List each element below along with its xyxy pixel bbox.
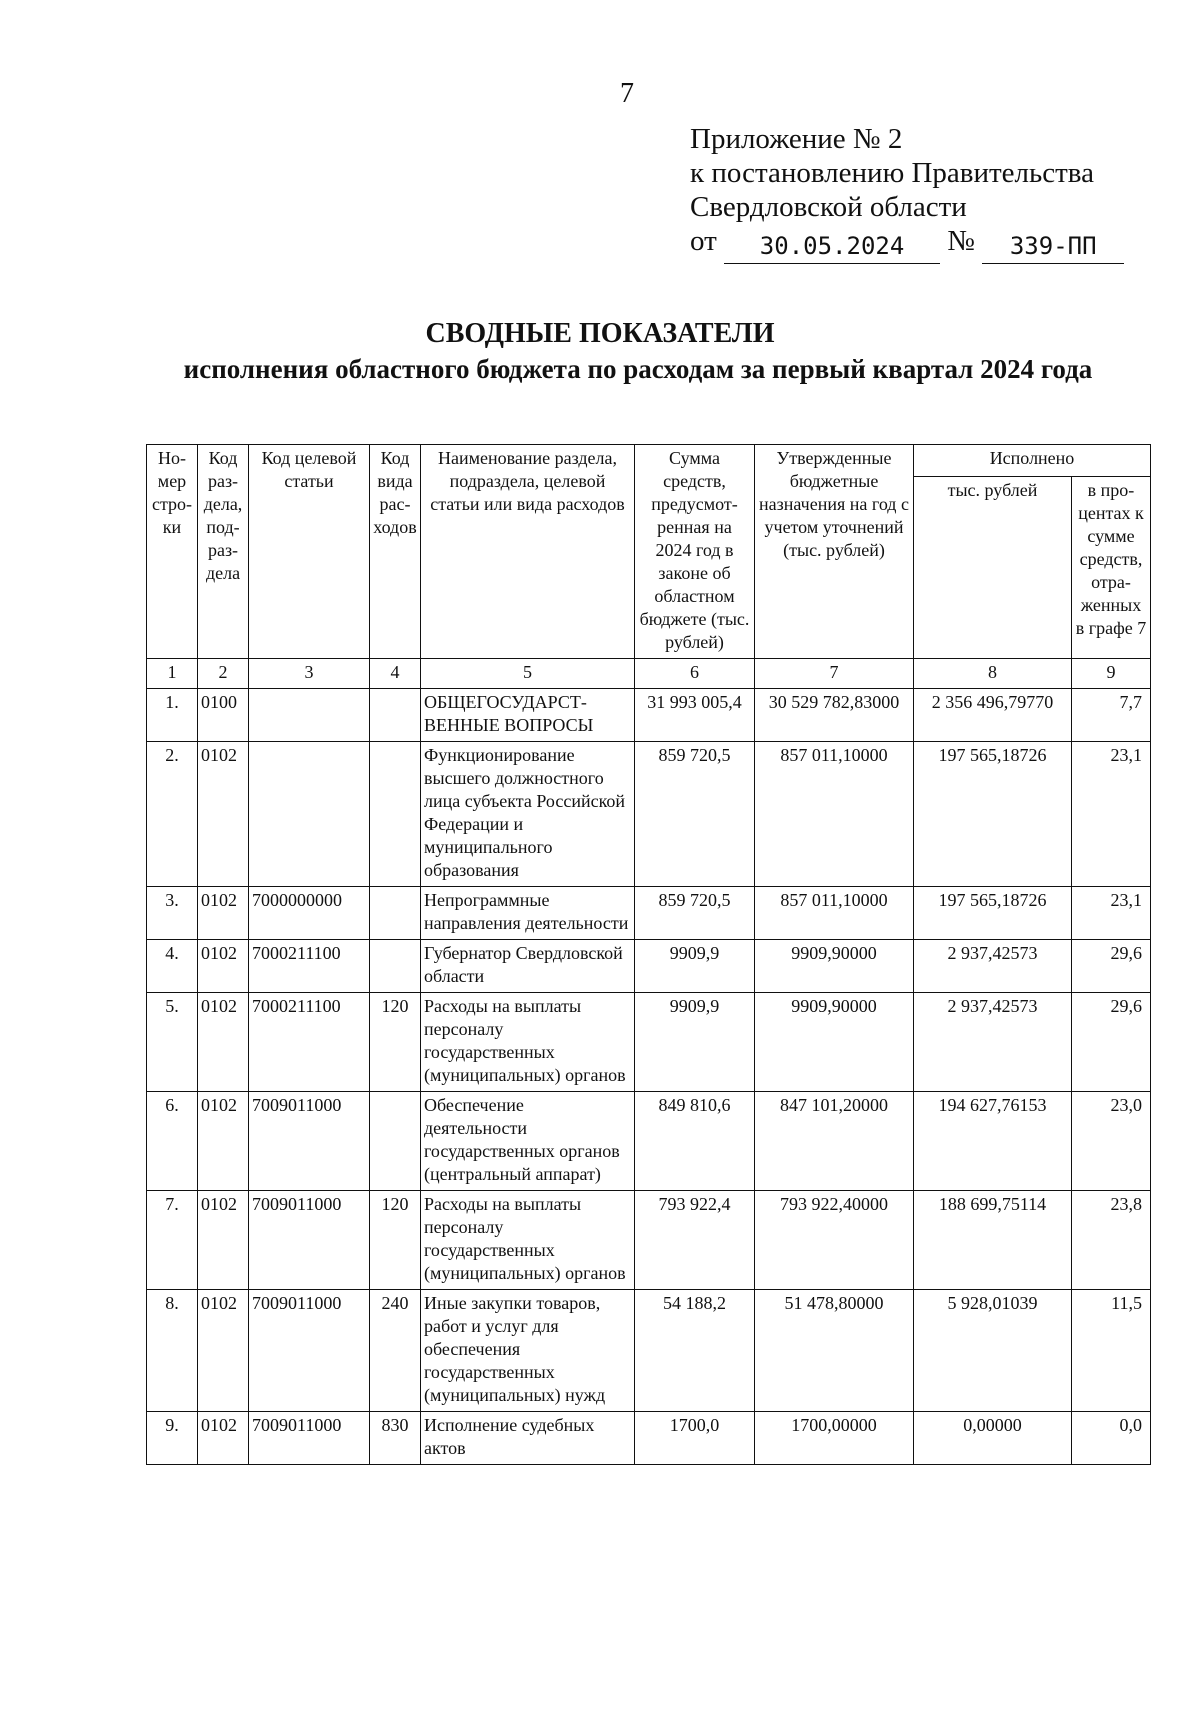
budget-table [146,444,1151,1465]
expense-name: Губернатор Свердловской области [421,940,635,993]
section-code: 0100 [198,689,249,742]
executed-sum: 197 565,18726 [914,742,1072,887]
header-planned-sum: Сумма средств, предусмот-ренная на 2024 год в законе об областном бюджете (тыс. рублей) [635,445,755,659]
executed-percent: 11,5 [1072,1290,1151,1412]
appendix-line-1: Приложение № 2 [690,123,903,155]
resolution-signature-line [690,224,1124,260]
executed-percent: 29,6 [1072,940,1151,993]
executed-sum: 5 928,01039 [914,1290,1072,1412]
column-number: 2 [198,659,249,689]
approved-sum: 847 101,20000 [755,1092,914,1191]
executed-sum: 2 356 496,79770 [914,689,1072,742]
target-code: 7009011000 [249,1092,370,1191]
number-label: № [947,225,975,257]
document-subtitle: исполнения областного бюджета по расходам за первый квартал 2024 года [183,354,1093,384]
expense-name: Иные закупки товаров, работ и услуг для обеспечения государственных (муниципальных) нужд [421,1290,635,1412]
table-row [147,1412,1151,1465]
executed-percent: 0,0 [1072,1412,1151,1465]
expense-name: Обеспечение деятельности государственных органов (центральный аппарат) [421,1092,635,1191]
planned-sum: 849 810,6 [635,1092,755,1191]
expense-name: Исполнение судебных актов [421,1412,635,1465]
header-section-code: Код раз-дела, под-раз-дела [198,445,249,659]
column-numbers-row [147,659,1151,689]
section-code: 0102 [198,1191,249,1290]
column-number: 6 [635,659,755,689]
expense-type-code: 120 [370,993,421,1092]
row-number: 3. [147,887,198,940]
planned-sum: 1700,0 [635,1412,755,1465]
target-code: 7009011000 [249,1191,370,1290]
target-code [249,689,370,742]
planned-sum: 9909,9 [635,940,755,993]
executed-percent: 29,6 [1072,993,1151,1092]
section-code: 0102 [198,1290,249,1412]
header-approved: Утвержденные бюджетные назначения на год с учетом уточнений (тыс. рублей) [755,445,914,659]
expense-type-code [370,887,421,940]
executed-percent: 23,8 [1072,1191,1151,1290]
target-code: 7000211100 [249,993,370,1092]
expense-name: Расходы на выплаты персоналу государственных (муниципальных) органов [421,1191,635,1290]
table-row [147,993,1151,1092]
executed-percent: 23,0 [1072,1092,1151,1191]
expense-type-code [370,689,421,742]
header-target-code: Код целевой статьи [249,445,370,659]
target-code: 7000000000 [249,887,370,940]
section-code: 0102 [198,993,249,1092]
executed-sum: 2 937,42573 [914,940,1072,993]
appendix-line-3: Свердловской области [690,191,967,223]
column-number: 5 [421,659,635,689]
approved-sum: 9909,90000 [755,993,914,1092]
from-label: от [690,225,717,257]
appendix-block [690,122,1124,260]
planned-sum: 54 188,2 [635,1290,755,1412]
row-number: 2. [147,742,198,887]
header-name: Наименование раздела, подраздела, целевой статьи или вида расходов [421,445,635,659]
column-number: 9 [1072,659,1151,689]
header-executed-percent: в про-центах к сумме средств, отра-женных в графе 7 [1072,477,1151,659]
row-number: 7. [147,1191,198,1290]
expense-type-code [370,1092,421,1191]
column-number: 3 [249,659,370,689]
table-row [147,940,1151,993]
planned-sum: 859 720,5 [635,887,755,940]
document-title: СВОДНЫЕ ПОКАЗАТЕЛИ [425,318,775,349]
approved-sum: 9909,90000 [755,940,914,993]
column-number: 8 [914,659,1072,689]
column-number: 1 [147,659,198,689]
target-code: 7009011000 [249,1412,370,1465]
executed-sum: 2 937,42573 [914,993,1072,1092]
target-code: 7009011000 [249,1290,370,1412]
expense-name: Непрограммные направления деятельности [421,887,635,940]
table-row [147,689,1151,742]
section-code: 0102 [198,940,249,993]
executed-percent: 23,1 [1072,742,1151,887]
expense-name: Расходы на выплаты персоналу государственных (муниципальных) органов [421,993,635,1092]
table-row [147,1191,1151,1290]
approved-sum: 793 922,40000 [755,1191,914,1290]
header-expense-type-code: Код вида рас-ходов [370,445,421,659]
row-number: 6. [147,1092,198,1191]
approved-sum: 857 011,10000 [755,887,914,940]
row-number: 5. [147,993,198,1092]
expense-type-code: 240 [370,1290,421,1412]
table-row [147,1092,1151,1191]
expense-type-code [370,940,421,993]
header-executed-thousands: тыс. рублей [914,477,1072,659]
table-row [147,742,1151,887]
executed-sum: 188 699,75114 [914,1191,1072,1290]
table-header-row [147,445,1151,477]
expense-name: ОБЩЕГОСУДАРСТ-ВЕННЫЕ ВОПРОСЫ [421,689,635,742]
header-row-number: Но-мер стро-ки [147,445,198,659]
row-number: 1. [147,689,198,742]
page-number: 7 [620,78,634,109]
expense-type-code: 830 [370,1412,421,1465]
planned-sum: 9909,9 [635,993,755,1092]
executed-sum: 194 627,76153 [914,1092,1072,1191]
target-code: 7000211100 [249,940,370,993]
approved-sum: 857 011,10000 [755,742,914,887]
planned-sum: 793 922,4 [635,1191,755,1290]
column-number: 4 [370,659,421,689]
section-code: 0102 [198,1092,249,1191]
column-number: 7 [755,659,914,689]
row-number: 9. [147,1412,198,1465]
planned-sum: 859 720,5 [635,742,755,887]
header-executed: Исполнено [914,445,1151,477]
planned-sum: 31 993 005,4 [635,689,755,742]
resolution-number: 339-ПП [982,229,1124,264]
section-code: 0102 [198,887,249,940]
approved-sum: 1700,00000 [755,1412,914,1465]
executed-sum: 0,00000 [914,1412,1072,1465]
expense-type-code: 120 [370,1191,421,1290]
table-row [147,887,1151,940]
expense-name: Функционирование высшего должностного лица субъекта Российской Федерации и муниципального образования [421,742,635,887]
appendix-line-2: к постановлению Правительства [690,157,1094,189]
target-code [249,742,370,887]
executed-percent: 7,7 [1072,689,1151,742]
approved-sum: 51 478,80000 [755,1290,914,1412]
table-row [147,1290,1151,1412]
section-code: 0102 [198,742,249,887]
row-number: 8. [147,1290,198,1412]
row-number: 4. [147,940,198,993]
approved-sum: 30 529 782,83000 [755,689,914,742]
resolution-date: 30.05.2024 [724,229,940,264]
executed-percent: 23,1 [1072,887,1151,940]
executed-sum: 197 565,18726 [914,887,1072,940]
section-code: 0102 [198,1412,249,1465]
expense-type-code [370,742,421,887]
